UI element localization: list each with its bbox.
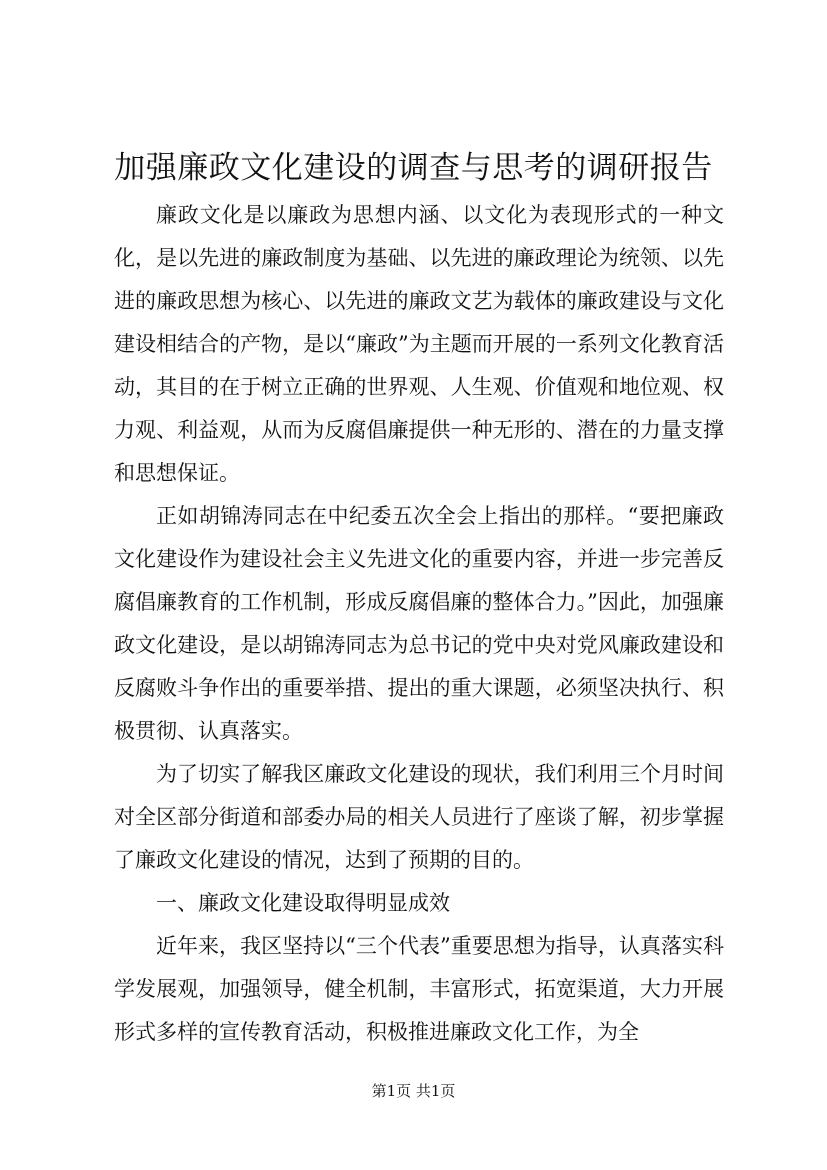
document-body <box>114 194 724 1054</box>
paragraph-survey: 为了切实了解我区廉政文化建设的现状，我们利用三个月时间对全区部分街道和部委办局的相关人员进行了座谈了解，初步掌握了廉政文化建设的情况，达到了预期的目的。 <box>114 762 724 872</box>
document-title: 加强廉政文化建设的调查与思考的调研报告 <box>114 150 713 186</box>
paragraph-intro: 廉政文化是以廉政为思想内涵、以文化为表现形式的一种文化，是以先进的廉政制度为基础、以先进的廉政理论为统领、以先进的廉政思想为核心、以先进的廉政文艺为载体的廉政建设与文化建设相结合的产物，是以“廉政”为主题而开展的一系列文化教育活动，其目的在于树立正确的世界观、人生观、价值观和地位观、权力观、利益观，从而为反腐倡廉提供一种无形的、潜在的力量支撑和思想保证。 <box>114 203 724 485</box>
section-heading-1: 一、廉政文化建设取得明显成效 <box>156 891 450 915</box>
paragraph-quote: 正如胡锦涛同志在中纪委五次全会上指出的那样。“要把廉政文化建设作为建设社会主义先进文化的重要内容，并进一步完善反腐倡廉教育的工作机制，形成反腐倡廉的整体合力。”因此，加强廉政文化建设，是以胡锦涛同志为总书记的党中央对党风廉政建设和反腐败斗争作出的重要举措、提出的重大课题，必须坚决执行、积极贯彻、认真落实。 <box>114 504 724 743</box>
page-footer: 第1页 共1页 <box>371 1082 456 1100</box>
paragraph-achievements: 近年来，我区坚持以“三个代表”重要思想为指导，认真落实科学发展观，加强领导，健全机制，丰富形式，拓宽渠道，大力开展形式多样的宣传教育活动，积极推进廉政文化工作，为全 <box>114 934 724 1044</box>
